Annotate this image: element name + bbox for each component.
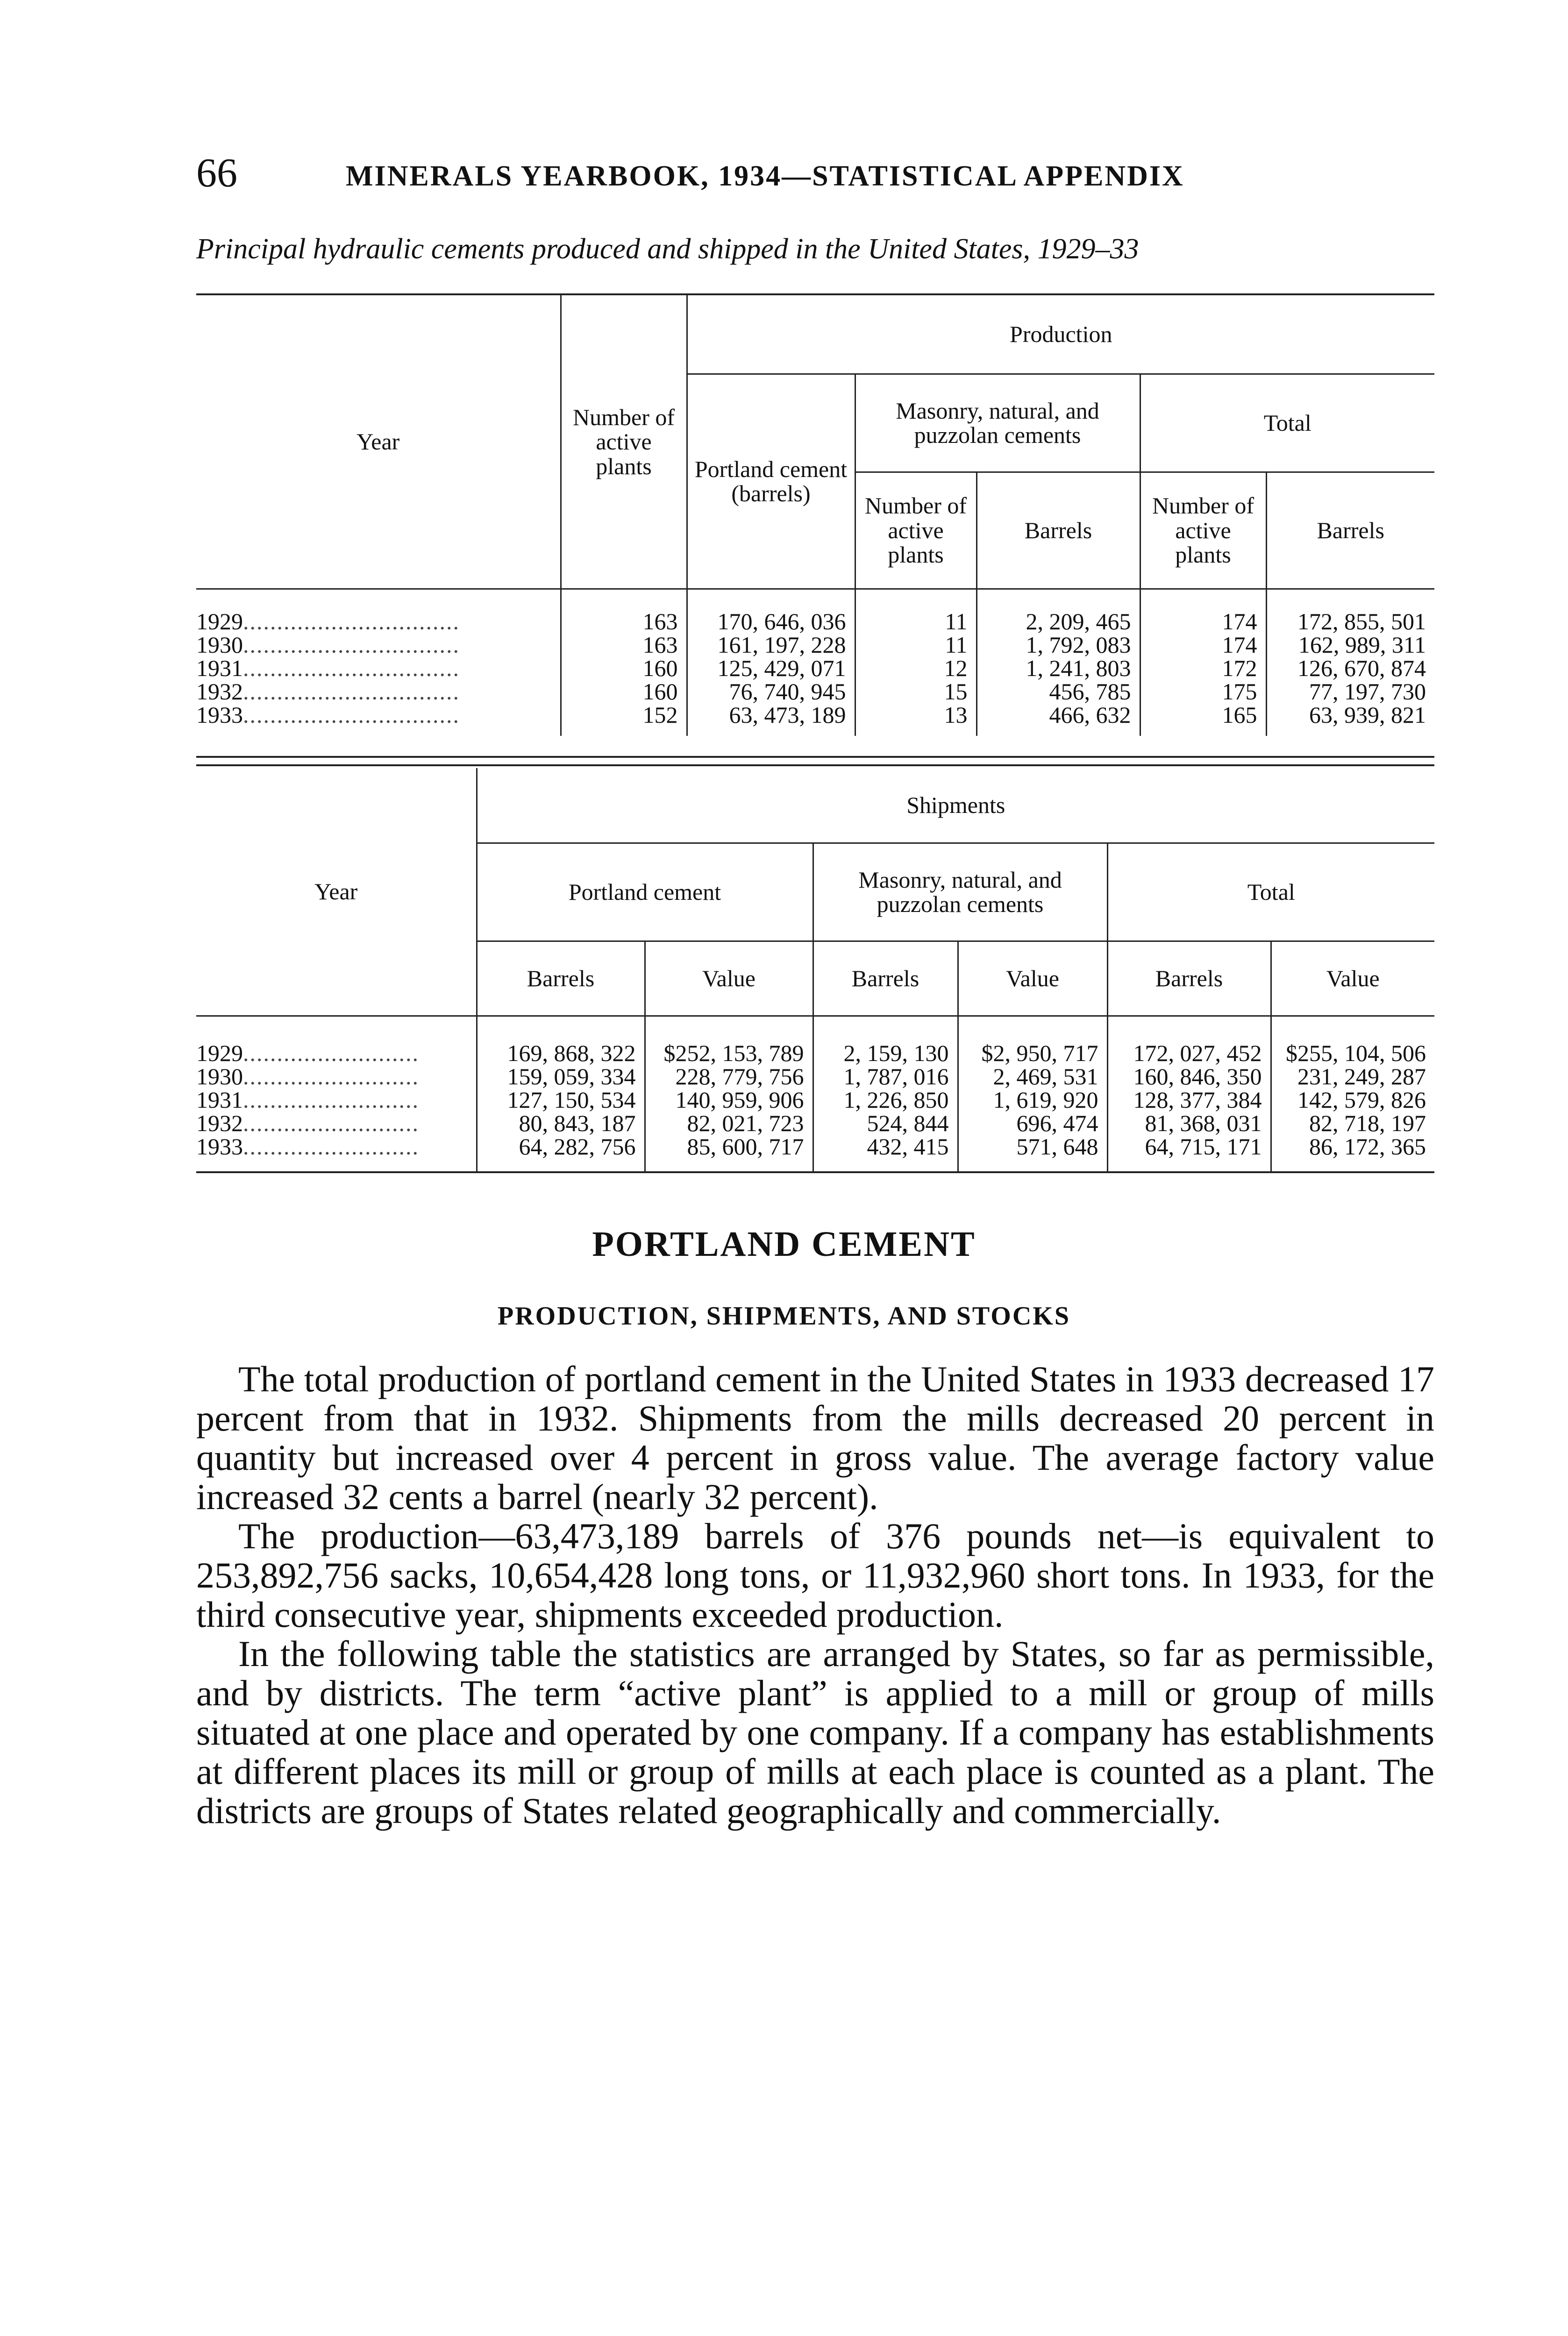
portland-barrels-value: 63, 473, 189 (687, 703, 855, 726)
portland-barrels-value: 80, 843, 187 (477, 1111, 645, 1135)
total-barrels-value: 172, 855, 501 (1297, 608, 1426, 634)
table-row: 1931.......................... 127, 150, 534 140, 959, 906 1, 226, 850 1, 619, 920 128, 377, 384 142, 579, 826 (196, 1088, 1434, 1111)
masonry-barrels-value: 432, 415 (813, 1135, 958, 1158)
masonry-value: 571, 648 (958, 1135, 1107, 1158)
masonry-value: 696, 474 (958, 1111, 1107, 1135)
header-total-value: Value (1271, 941, 1434, 1016)
table-divider (196, 756, 1434, 766)
year-label: 1932 (196, 1110, 243, 1136)
year-label: 1931 (196, 655, 243, 681)
header-masonry-cements: Masonry, natural, and puzzolan cements (813, 843, 1107, 941)
header-year: Year (196, 768, 477, 1016)
masonry-barrels-value: 1, 226, 850 (813, 1088, 958, 1111)
header-portland-cement: Portland cement (477, 843, 813, 941)
masonry-barrels-value: 1, 241, 803 (976, 656, 1140, 680)
total-plants-value: 175 (1140, 680, 1266, 703)
table-row: 1929................................ 163 170, 646, 036 11 2, 209, 465 174 172, 855, 501 (196, 610, 1434, 633)
portland-value: 82, 021, 723 (645, 1111, 813, 1135)
header-total-plants: Number of active plants (1140, 472, 1266, 589)
table-row: 1929.......................... 169, 868, 322 $252, 153, 789 2, 159, 130 $2, 950, 717 172, 027, 452 $255, 104, 506 (196, 1041, 1434, 1065)
total-barrels-value: 128, 377, 384 (1107, 1088, 1271, 1111)
header-masonry-plants: Number of active plants (855, 472, 976, 589)
active-plants-value: 163 (561, 610, 687, 633)
table-row: 1933................................ 152 63, 473, 189 13 466, 632 165 63, 939, 821 (196, 703, 1434, 726)
total-plants-value: 172 (1140, 656, 1266, 680)
total-plants-value: 165 (1140, 703, 1266, 726)
active-plants-value: 163 (561, 633, 687, 656)
total-barrels-value: 81, 368, 031 (1107, 1111, 1271, 1135)
section-title: PORTLAND CEMENT (592, 1225, 976, 1264)
year-label: 1930 (196, 632, 243, 658)
total-value: $255, 104, 506 (1286, 1040, 1426, 1066)
active-plants-value: 152 (561, 703, 687, 726)
portland-value: $252, 153, 789 (645, 1041, 813, 1065)
total-value: 86, 172, 365 (1309, 1133, 1426, 1160)
running-head (196, 150, 1434, 196)
total-barrels-value: 126, 670, 874 (1297, 655, 1426, 681)
running-title: MINERALS YEARBOOK, 1934—STATISTICAL APPENDIX (346, 160, 1184, 192)
total-plants-value: 174 (1140, 610, 1266, 633)
portland-barrels-value: 127, 150, 534 (477, 1088, 645, 1111)
table-row: 1932.......................... 80, 843, 187 82, 021, 723 524, 844 696, 474 81, 368, 031 82, 718, 197 (196, 1111, 1434, 1135)
masonry-barrels-value: 1, 792, 083 (976, 633, 1140, 656)
table-row: 1930................................ 163 161, 197, 228 11 1, 792, 083 174 162, 989, 311 (196, 633, 1434, 656)
year-label: 1929 (196, 608, 243, 634)
masonry-value: 1, 619, 920 (958, 1088, 1107, 1111)
paragraph: The production—63,473,189 barrels of 376 pounds net—is equivalent to 253,892,756 sacks, 10,654,428 long tons, or 11,932,960 short tons. In 1933, for the third consecutive year, shipments exceeded production. (196, 1516, 1434, 1635)
header-portland-barrels: Barrels (477, 941, 645, 1016)
masonry-value: $2, 950, 717 (958, 1041, 1107, 1065)
year-label: 1929 (196, 1040, 243, 1066)
header-total: Total (1107, 843, 1434, 941)
masonry-plants-value: 15 (855, 680, 976, 703)
masonry-plants-value: 11 (855, 633, 976, 656)
subsection-title: PRODUCTION, SHIPMENTS, AND STOCKS (498, 1302, 1070, 1331)
masonry-plants-value: 11 (855, 610, 976, 633)
masonry-value: 2, 469, 531 (958, 1065, 1107, 1088)
portland-value: 228, 779, 756 (645, 1065, 813, 1088)
body-text (196, 1360, 1434, 1830)
header-active-plants: Number of active plants (561, 294, 687, 589)
header-masonry-cements: Masonry, natural, and puzzolan cements (855, 374, 1140, 472)
year-label: 1932 (196, 678, 243, 705)
masonry-barrels-value: 524, 844 (813, 1111, 958, 1135)
header-year: Year (196, 294, 561, 589)
total-value: 82, 718, 197 (1309, 1110, 1426, 1136)
masonry-barrels-value: 466, 632 (976, 703, 1140, 726)
header-masonry-barrels: Barrels (976, 472, 1140, 589)
portland-barrels-value: 161, 197, 228 (687, 633, 855, 656)
portland-barrels-value: 170, 646, 036 (687, 610, 855, 633)
masonry-plants-value: 12 (855, 656, 976, 680)
active-plants-value: 160 (561, 656, 687, 680)
header-total-barrels: Barrels (1107, 941, 1271, 1016)
masonry-barrels-value: 1, 787, 016 (813, 1065, 958, 1088)
shipments-table (196, 768, 1434, 1173)
header-masonry-barrels: Barrels (813, 941, 958, 1016)
table-row: 1932................................ 160 76, 740, 945 15 456, 785 175 77, 197, 730 (196, 680, 1434, 703)
table-row: 1931................................ 160 125, 429, 071 12 1, 241, 803 172 126, 670, 874 (196, 656, 1434, 680)
portland-value: 85, 600, 717 (645, 1135, 813, 1158)
paragraph: In the following table the statistics are arranged by States, so far as permissible, and by districts. The term “active plant” is applied to a mill or group of mills situated at one place and operated by one company. If a company has establishments at different places its mill or group of mills at each place is counted as a plant. The districts are groups of States related geographically and commercially. (196, 1633, 1434, 1831)
header-shipments: Shipments (477, 768, 1434, 843)
header-total: Total (1140, 374, 1434, 472)
portland-value: 140, 959, 906 (645, 1088, 813, 1111)
portland-barrels-value: 64, 282, 756 (477, 1135, 645, 1158)
portland-barrels-value: 169, 868, 322 (477, 1041, 645, 1065)
masonry-barrels-value: 2, 159, 130 (813, 1041, 958, 1065)
header-portland-value: Value (645, 941, 813, 1016)
year-label: 1933 (196, 1133, 243, 1160)
active-plants-value: 160 (561, 680, 687, 703)
header-total-barrels: Barrels (1266, 472, 1434, 589)
masonry-plants-value: 13 (855, 703, 976, 726)
total-value: 231, 249, 287 (1297, 1063, 1426, 1090)
total-barrels-value: 160, 846, 350 (1107, 1065, 1271, 1088)
portland-barrels-value: 159, 059, 334 (477, 1065, 645, 1088)
total-barrels-value: 63, 939, 821 (1309, 702, 1426, 728)
total-barrels-value: 77, 197, 730 (1309, 678, 1426, 705)
paragraph: The total production of portland cement in the United States in 1933 decreased 17 percent from that in 1932. Shipments from the mills decreased 20 percent in quantity but increased over 4 percent in gross value. The average factory value increased 32 cents a barrel (nearly 32 percent). (196, 1359, 1434, 1517)
header-production: Production (687, 294, 1434, 374)
year-label: 1931 (196, 1087, 243, 1113)
total-plants-value: 174 (1140, 633, 1266, 656)
table-row: 1933.......................... 64, 282, 756 85, 600, 717 432, 415 571, 648 64, 715, 171 86, 172, 365 (196, 1135, 1434, 1158)
total-barrels-value: 64, 715, 171 (1107, 1135, 1271, 1158)
masonry-barrels-value: 2, 209, 465 (976, 610, 1140, 633)
table-row: 1930.......................... 159, 059, 334 228, 779, 756 1, 787, 016 2, 469, 531 160, 846, 350 231, 249, 287 (196, 1065, 1434, 1088)
masonry-barrels-value: 456, 785 (976, 680, 1140, 703)
header-masonry-value: Value (958, 941, 1107, 1016)
year-label: 1933 (196, 702, 243, 728)
portland-barrels-value: 76, 740, 945 (687, 680, 855, 703)
header-portland-cement: Portland cement (barrels) (687, 374, 855, 589)
total-barrels-value: 162, 989, 311 (1298, 632, 1426, 658)
table-caption: Principal hydraulic cements produced and shipped in the United States, 1929–33 (196, 233, 1139, 265)
portland-barrels-value: 125, 429, 071 (687, 656, 855, 680)
total-barrels-value: 172, 027, 452 (1107, 1041, 1271, 1065)
production-table (196, 293, 1434, 736)
total-value: 142, 579, 826 (1297, 1087, 1426, 1113)
page-number: 66 (196, 150, 237, 196)
year-label: 1930 (196, 1063, 243, 1090)
